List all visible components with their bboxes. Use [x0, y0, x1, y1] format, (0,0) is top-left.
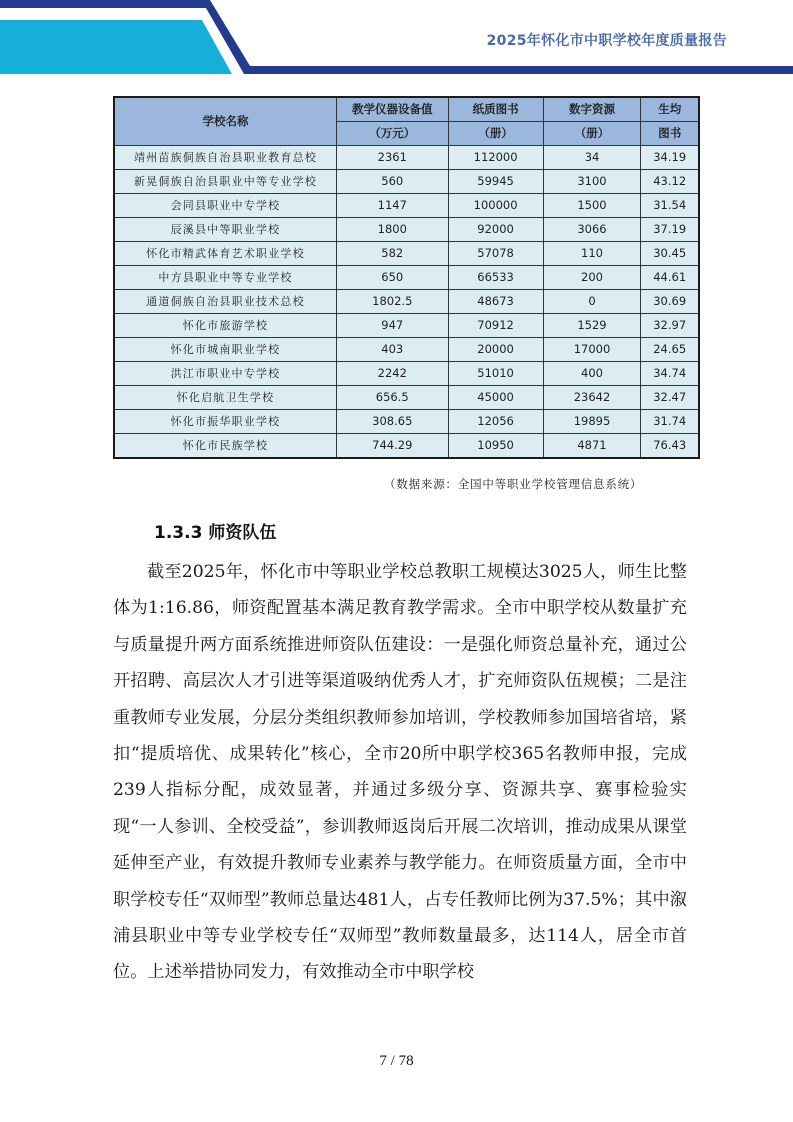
table-row [114, 266, 699, 290]
paper-books-cell: 48673 [448, 290, 543, 314]
digital-resources-cell: 17000 [543, 338, 641, 362]
paper-books-cell: 59945 [448, 170, 543, 194]
paper-books-cell: 57078 [448, 242, 543, 266]
paper-books-cell: 20000 [448, 338, 543, 362]
paper-books-cell: 66533 [448, 266, 543, 290]
header-equipment-unit: （万元） [336, 122, 448, 146]
digital-resources-cell: 400 [543, 362, 641, 386]
school-name-cell: 新晃侗族自治县职业中等专业学校 [114, 170, 336, 194]
header-digital-resources: 数字资源 [543, 97, 641, 122]
table-row [114, 146, 699, 170]
table-row [114, 434, 699, 459]
header-cyan-block [0, 20, 232, 74]
books-per-student-cell: 44.61 [641, 266, 699, 290]
books-per-student-cell: 76.43 [641, 434, 699, 459]
digital-resources-cell: 0 [543, 290, 641, 314]
books-per-student-cell: 37.19 [641, 218, 699, 242]
paper-books-cell: 100000 [448, 194, 543, 218]
equipment-value-cell: 650 [336, 266, 448, 290]
school-name-cell: 洪江市职业中专学校 [114, 362, 336, 386]
books-per-student-cell: 34.74 [641, 362, 699, 386]
books-per-student-cell: 34.19 [641, 146, 699, 170]
equipment-value-cell: 1800 [336, 218, 448, 242]
header-paper-books: 纸质图书 [448, 97, 543, 122]
books-per-student-cell: 30.69 [641, 290, 699, 314]
equipment-value-cell: 656.5 [336, 386, 448, 410]
paper-books-cell: 51010 [448, 362, 543, 386]
header-paper-books-unit: （册） [448, 122, 543, 146]
school-name-cell: 怀化市旅游学校 [114, 314, 336, 338]
school-name-cell: 怀化市振华职业学校 [114, 410, 336, 434]
books-per-student-cell: 31.54 [641, 194, 699, 218]
books-per-student-cell: 31.74 [641, 410, 699, 434]
school-name-cell: 通道侗族自治县职业技术总校 [114, 290, 336, 314]
equipment-value-cell: 560 [336, 170, 448, 194]
equipment-value-cell: 582 [336, 242, 448, 266]
header-digital-unit: （册） [543, 122, 641, 146]
header-per-student-line2: 图书 [641, 122, 699, 146]
page-number: 7 / 78 [379, 1053, 414, 1069]
table-row [114, 410, 699, 434]
table-row [114, 290, 699, 314]
paper-books-cell: 12056 [448, 410, 543, 434]
school-name-cell: 会同县职业中专学校 [114, 194, 336, 218]
digital-resources-cell: 1529 [543, 314, 641, 338]
digital-resources-cell: 1500 [543, 194, 641, 218]
digital-resources-cell: 110 [543, 242, 641, 266]
table-header-row [114, 97, 699, 122]
header-equipment-value: 教学仪器设备值 [336, 97, 448, 122]
paper-books-cell: 70912 [448, 314, 543, 338]
equipment-value-cell: 744.29 [336, 434, 448, 459]
paper-books-cell: 92000 [448, 218, 543, 242]
school-name-cell: 中方县职业中等专业学校 [114, 266, 336, 290]
school-name-cell: 怀化启航卫生学校 [114, 386, 336, 410]
table-row [114, 314, 699, 338]
books-per-student-cell: 32.97 [641, 314, 699, 338]
header-books-per-student: 生均 [641, 97, 699, 122]
equipment-value-cell: 403 [336, 338, 448, 362]
books-per-student-cell: 43.12 [641, 170, 699, 194]
equipment-value-cell: 947 [336, 314, 448, 338]
digital-resources-cell: 3100 [543, 170, 641, 194]
table-row [114, 170, 699, 194]
school-resources-table [113, 96, 700, 459]
table-row [114, 242, 699, 266]
paper-books-cell: 112000 [448, 146, 543, 170]
table-row [114, 218, 699, 242]
section-paragraph: 截至2025年，怀化市中等职业学校总教职工规模达3025人，师生比整体为1:16.86，师资配置基本满足教育教学需求。全市中职学校从数量扩充与质量提升两方面系统推进师资队伍建设：一是强化师资总量补充，通过公开招聘、高层次人才引进等渠道吸纳优秀人才，扩充师资队伍规模；二是注重教师专业发展，分层分类组织教师参加培训，学校教师参加国培省培，紧扣“提质培优、成果转化”核心，全市20所中职学校365名教师申报，完成239人指标分配，成效显著，并通过多级分享、资源共享、赛事检验实现“一人参训、全校受益”，参训教师返岗后开展二次培训，推动成果从课堂延伸至产业，有效提升教师专业素养与教学能力。在师资质量方面，全市中职学校专任“双师型”教师总量达481人，占专任教师比例为37.5%；其中溆浦县职业中等专业学校专任“双师型”教师数量最多，达114人，居全市首位。上述举措协同发力，有效推动全市中职学校 [113, 562, 687, 983]
digital-resources-cell: 3066 [543, 218, 641, 242]
school-name-cell: 怀化市精武体育艺术职业学校 [114, 242, 336, 266]
data-source-note: （数据来源：全国中等职业学校管理信息系统） [384, 477, 643, 491]
paper-books-cell: 45000 [448, 386, 543, 410]
digital-resources-cell: 200 [543, 266, 641, 290]
header-school-name: 学校名称 [114, 97, 336, 146]
report-title: 2025年怀化市中职学校年度质量报告 [486, 33, 727, 49]
books-per-student-cell: 24.65 [641, 338, 699, 362]
table-row [114, 362, 699, 386]
table-row [114, 194, 699, 218]
books-per-student-cell: 32.47 [641, 386, 699, 410]
paper-books-cell: 10950 [448, 434, 543, 459]
table-row [114, 386, 699, 410]
page-header-banner [0, 0, 793, 80]
school-name-cell: 靖州苗族侗族自治县职业教育总校 [114, 146, 336, 170]
table-body [114, 146, 699, 459]
table-row [114, 338, 699, 362]
school-name-cell: 怀化市民族学校 [114, 434, 336, 459]
section-heading: 1.3.3 师资队伍 [154, 523, 277, 543]
school-name-cell: 怀化市城南职业学校 [114, 338, 336, 362]
equipment-value-cell: 1147 [336, 194, 448, 218]
digital-resources-cell: 4871 [543, 434, 641, 459]
equipment-value-cell: 2242 [336, 362, 448, 386]
school-name-cell: 辰溪县中等职业学校 [114, 218, 336, 242]
digital-resources-cell: 34 [543, 146, 641, 170]
digital-resources-cell: 23642 [543, 386, 641, 410]
equipment-value-cell: 308.65 [336, 410, 448, 434]
digital-resources-cell: 19895 [543, 410, 641, 434]
books-per-student-cell: 30.45 [641, 242, 699, 266]
equipment-value-cell: 2361 [336, 146, 448, 170]
equipment-value-cell: 1802.5 [336, 290, 448, 314]
